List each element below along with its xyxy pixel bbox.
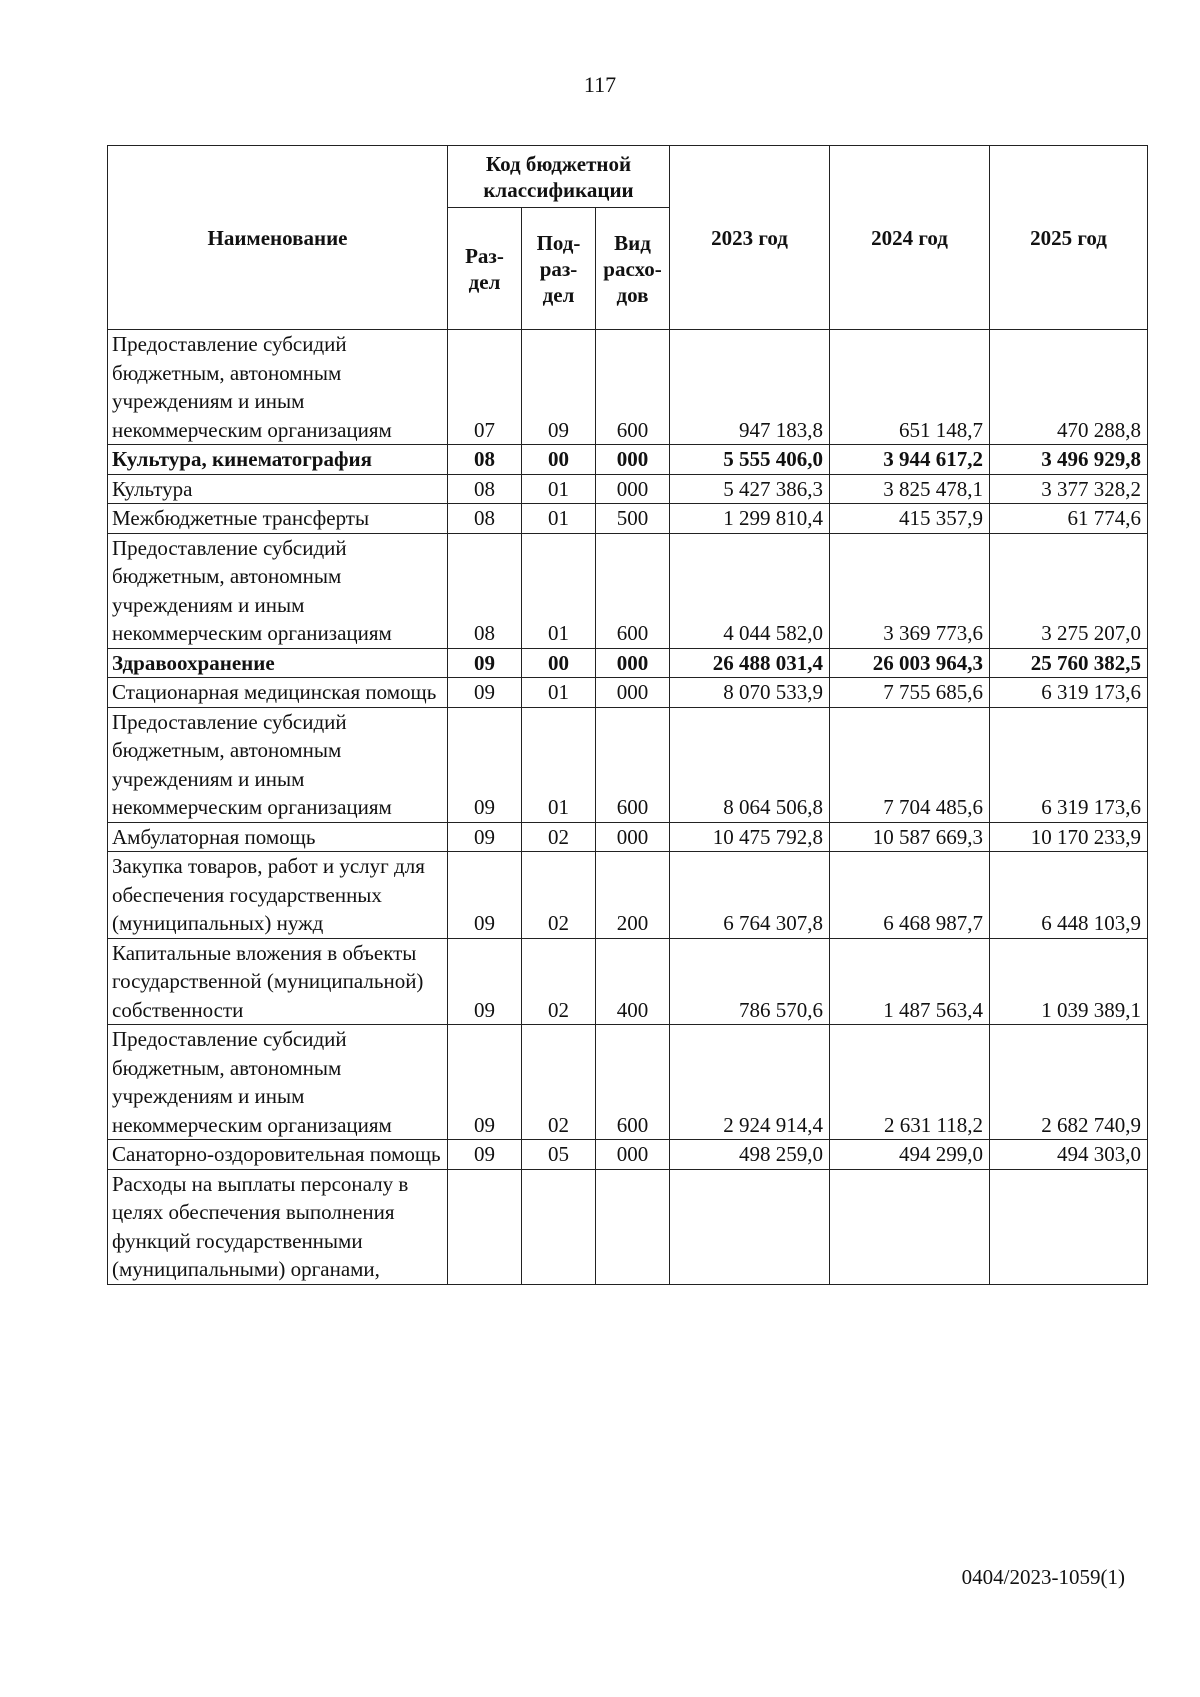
row-razdel: 09 [448,1025,522,1140]
row-value-2023: 8 064 506,8 [670,707,830,822]
row-value-2024: 7 704 485,6 [830,707,990,822]
row-vid: 600 [596,533,670,648]
row-vid: 400 [596,938,670,1025]
row-value-2025: 2 682 740,9 [990,1025,1148,1140]
row-podrazdel: 02 [522,852,596,939]
budget-table [107,145,1148,1285]
row-razdel: 09 [448,707,522,822]
document-code: 0404/2023-1059(1) [961,1565,1125,1589]
table-row [108,822,1148,852]
row-name: Культура [108,474,448,504]
row-value-2025: 3 496 929,8 [990,445,1148,475]
row-value-2023: 2 924 914,4 [670,1025,830,1140]
table-row [108,445,1148,475]
table-row [108,707,1148,822]
row-vid: 600 [596,330,670,445]
table-row [108,678,1148,708]
row-name: Межбюджетные трансферты [108,504,448,534]
row-value-2025: 3 377 328,2 [990,474,1148,504]
row-podrazdel: 01 [522,474,596,504]
row-vid: 500 [596,504,670,534]
row-name: Санаторно-оздоровительная помощь [108,1140,448,1170]
row-razdel: 09 [448,1140,522,1170]
row-value-2024: 494 299,0 [830,1140,990,1170]
row-value-2024 [830,1169,990,1284]
row-value-2024: 10 587 669,3 [830,822,990,852]
table-row [108,1025,1148,1140]
table-row [108,533,1148,648]
page-number: 117 [583,72,617,97]
row-name: Культура, кинематография [108,445,448,475]
row-podrazdel: 02 [522,1025,596,1140]
row-name: Предоставление субсидий бюджетным, автономным учреждениям и иным некоммерческим организациям [108,330,448,445]
row-podrazdel [522,1169,596,1284]
row-name: Расходы на выплаты персоналу в целях обеспечения выполнения функций государственными (муниципальными) органами, [108,1169,448,1284]
row-value-2023: 5 555 406,0 [670,445,830,475]
row-razdel [448,1169,522,1284]
header-2024: 2024 год [830,146,990,330]
row-value-2023: 10 475 792,8 [670,822,830,852]
row-name: Предоставление субсидий бюджетным, автономным учреждениям и иным некоммерческим организациям [108,707,448,822]
header-podrazdel: Под- раз- дел [522,208,596,330]
row-name: Предоставление субсидий бюджетным, автономным учреждениям и иным некоммерческим организациям [108,1025,448,1140]
row-value-2023: 947 183,8 [670,330,830,445]
row-razdel: 09 [448,648,522,678]
row-value-2023 [670,1169,830,1284]
header-razdel: Раз- дел [448,208,522,330]
row-name: Предоставление субсидий бюджетным, автономным учреждениям и иным некоммерческим организациям [108,533,448,648]
header-name: Наименование [108,146,448,330]
table-row [108,938,1148,1025]
header-2025: 2025 год [990,146,1148,330]
row-vid: 600 [596,1025,670,1140]
row-podrazdel: 01 [522,504,596,534]
table-row [108,1140,1148,1170]
table-header [108,146,1148,330]
row-name: Капитальные вложения в объекты государственной (муниципальной) собственности [108,938,448,1025]
row-razdel: 09 [448,678,522,708]
row-value-2025: 494 303,0 [990,1140,1148,1170]
row-value-2023: 26 488 031,4 [670,648,830,678]
row-podrazdel: 02 [522,822,596,852]
row-value-2025: 25 760 382,5 [990,648,1148,678]
row-value-2023: 6 764 307,8 [670,852,830,939]
row-vid [596,1169,670,1284]
row-value-2025: 6 319 173,6 [990,707,1148,822]
row-value-2024: 651 148,7 [830,330,990,445]
table-row [108,504,1148,534]
row-razdel: 09 [448,852,522,939]
row-value-2023: 498 259,0 [670,1140,830,1170]
row-vid: 600 [596,707,670,822]
row-value-2025: 470 288,8 [990,330,1148,445]
row-value-2024: 7 755 685,6 [830,678,990,708]
row-value-2024: 3 944 617,2 [830,445,990,475]
row-value-2025: 61 774,6 [990,504,1148,534]
row-vid: 000 [596,678,670,708]
row-vid: 200 [596,852,670,939]
row-name: Стационарная медицинская помощь [108,678,448,708]
row-value-2025: 1 039 389,1 [990,938,1148,1025]
table-row [108,852,1148,939]
row-razdel: 09 [448,822,522,852]
row-value-2025: 6 319 173,6 [990,678,1148,708]
row-value-2024: 2 631 118,2 [830,1025,990,1140]
header-2023: 2023 год [670,146,830,330]
row-value-2023: 5 427 386,3 [670,474,830,504]
row-vid: 000 [596,474,670,504]
table-row [108,474,1148,504]
table-row [108,330,1148,445]
row-podrazdel: 05 [522,1140,596,1170]
row-razdel: 08 [448,504,522,534]
row-podrazdel: 01 [522,678,596,708]
row-razdel: 09 [448,938,522,1025]
row-value-2023: 8 070 533,9 [670,678,830,708]
header-vid: Вид расхо- дов [596,208,670,330]
row-value-2023: 1 299 810,4 [670,504,830,534]
row-podrazdel: 00 [522,445,596,475]
row-razdel: 08 [448,445,522,475]
row-podrazdel: 01 [522,707,596,822]
row-value-2024: 3 369 773,6 [830,533,990,648]
row-vid: 000 [596,1140,670,1170]
row-value-2025 [990,1169,1148,1284]
table-body [108,330,1148,1285]
row-podrazdel: 02 [522,938,596,1025]
row-vid: 000 [596,822,670,852]
header-code-group: Код бюджетной классификации [448,146,670,208]
row-name: Здравоохранение [108,648,448,678]
row-name: Закупка товаров, работ и услуг для обеспечения государственных (муниципальных) нужд [108,852,448,939]
row-vid: 000 [596,648,670,678]
row-value-2024: 3 825 478,1 [830,474,990,504]
row-value-2024: 6 468 987,7 [830,852,990,939]
row-value-2023: 786 570,6 [670,938,830,1025]
row-value-2023: 4 044 582,0 [670,533,830,648]
row-podrazdel: 00 [522,648,596,678]
row-razdel: 08 [448,474,522,504]
row-vid: 000 [596,445,670,475]
row-podrazdel: 09 [522,330,596,445]
row-value-2025: 10 170 233,9 [990,822,1148,852]
row-name: Амбулаторная помощь [108,822,448,852]
row-razdel: 08 [448,533,522,648]
row-value-2024: 26 003 964,3 [830,648,990,678]
row-podrazdel: 01 [522,533,596,648]
table-row [108,1169,1148,1284]
row-value-2024: 415 357,9 [830,504,990,534]
row-value-2025: 3 275 207,0 [990,533,1148,648]
row-value-2024: 1 487 563,4 [830,938,990,1025]
row-razdel: 07 [448,330,522,445]
row-value-2025: 6 448 103,9 [990,852,1148,939]
table-row [108,648,1148,678]
